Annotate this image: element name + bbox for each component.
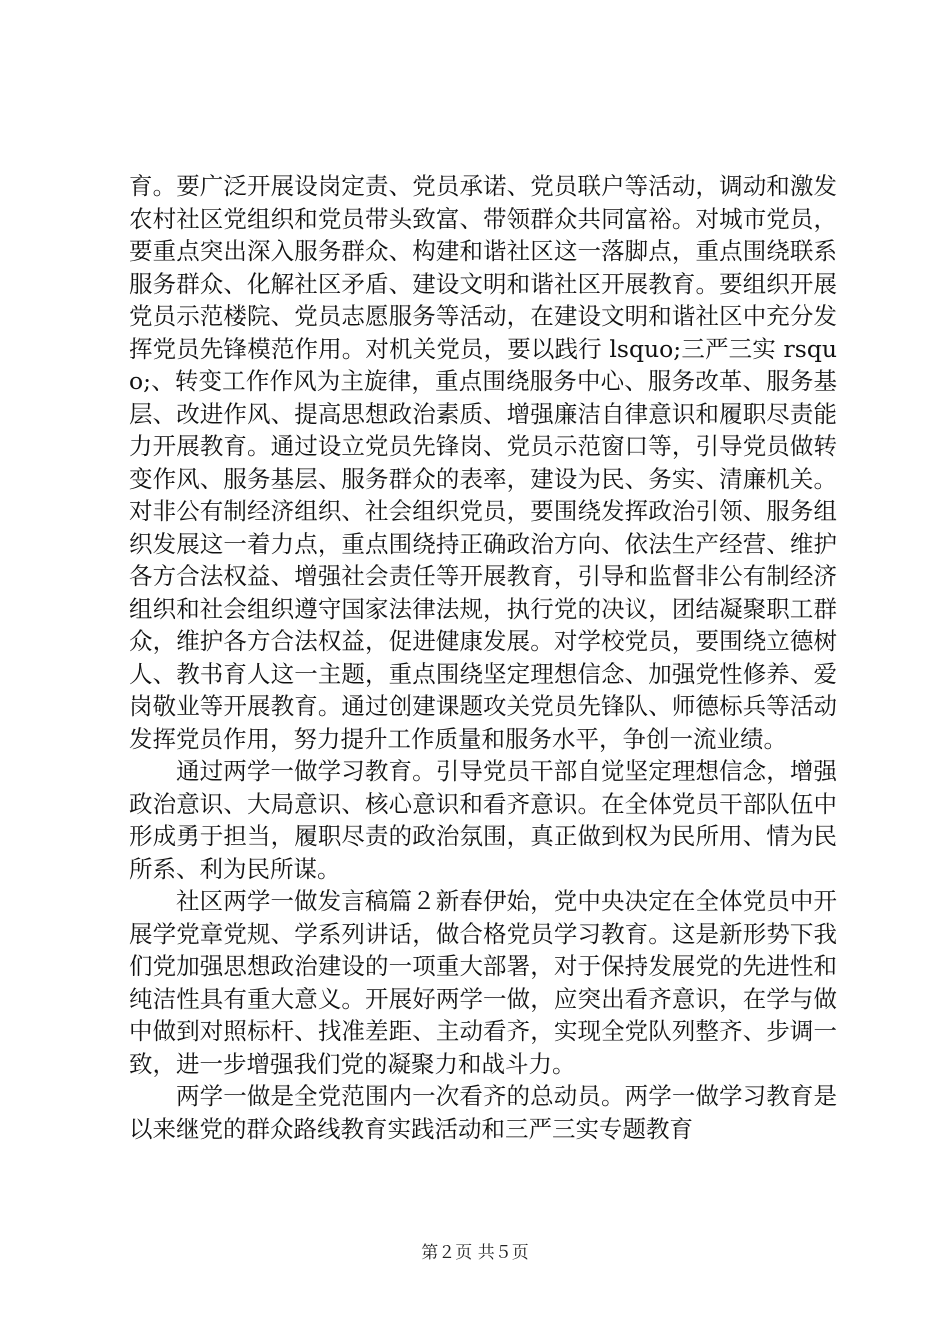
paragraph-2: 通过两学一做学习教育。引导党员干部自觉坚定理想信念，增强政治意识、大局意识、核心意识和看齐意识。在全体党员干部队伍中形成勇于担当，履职尽责的政治氛围，真正做到权为民所用、情为民所系、利为民所谋。 <box>129 757 837 883</box>
document-body <box>129 170 837 1145</box>
page-footer: 第２页 共５页 <box>421 1243 529 1263</box>
paragraph-3: 社区两学一做发言稿篇２新春伊始，党中央决定在全体党员中开展学党章党规、学系列讲话，做合格党员学习教育。这是新形势下我们党加强思想政治建设的一项重大部署，对于保持发展党的先进性和纯洁性具有重大意义。开展好两学一做，应突出看齐意识，在学与做中做到对照标杆、找准差距、主动看齐，实现全党队列整齐、步调一致，进一步增强我们党的凝聚力和战斗力。 <box>129 887 837 1078</box>
paragraph-1: 育。要广泛开展设岗定责、党员承诺、党员联户等活动，调动和激发农村社区党组织和党员带头致富、带领群众共同富裕。对城市党员，要重点突出深入服务群众、构建和谐社区这一落脚点，重点围绕联系服务群众、化解社区矛盾、建设文明和谐社区开展教育。要组织开展党员示范楼院、党员志愿服务等活动，在建设文明和谐社区中充分发挥党员先锋模范作用。对机关党员，要以践行 lsquo;三严三实 rsquo;、转变工作作风为主旋律，重点围绕服务中心、服务改革、服务基层、改进作风、提高思想政治素质、增强廉洁自律意识和履职尽责能力开展教育。通过设立党员先锋岗、党员示范窗口等，引导党员做转变作风、服务基层、服务群众的表率，建设为民、务实、清廉机关。对非公有制经济组织、社会组织党员，要围绕发挥政治引领、服务组织发展这一着力点，重点围绕持正确政治方向、依法生产经营、维护各方合法权益、增强社会责任等开展教育，引导和监督非公有制经济组织和社会组织遵守国家法律法规，执行党的决议，团结凝聚职工群众，维护各方合法权益，促进健康发展。对学校党员，要围绕立德树人、教书育人这一主题，重点围绕坚定理想信念、加强党性修养、爱岗敬业等开展教育。通过创建课题攻关党员先锋队、师德标兵等活动发挥党员作用，努力提升工作质量和服务水平，争创一流业绩。 <box>129 172 837 753</box>
paragraph-4: 两学一做是全党范围内一次看齐的总动员。两学一做学习教育是以来继党的群众路线教育实践活动和三严三实专题教育 <box>129 1082 837 1143</box>
